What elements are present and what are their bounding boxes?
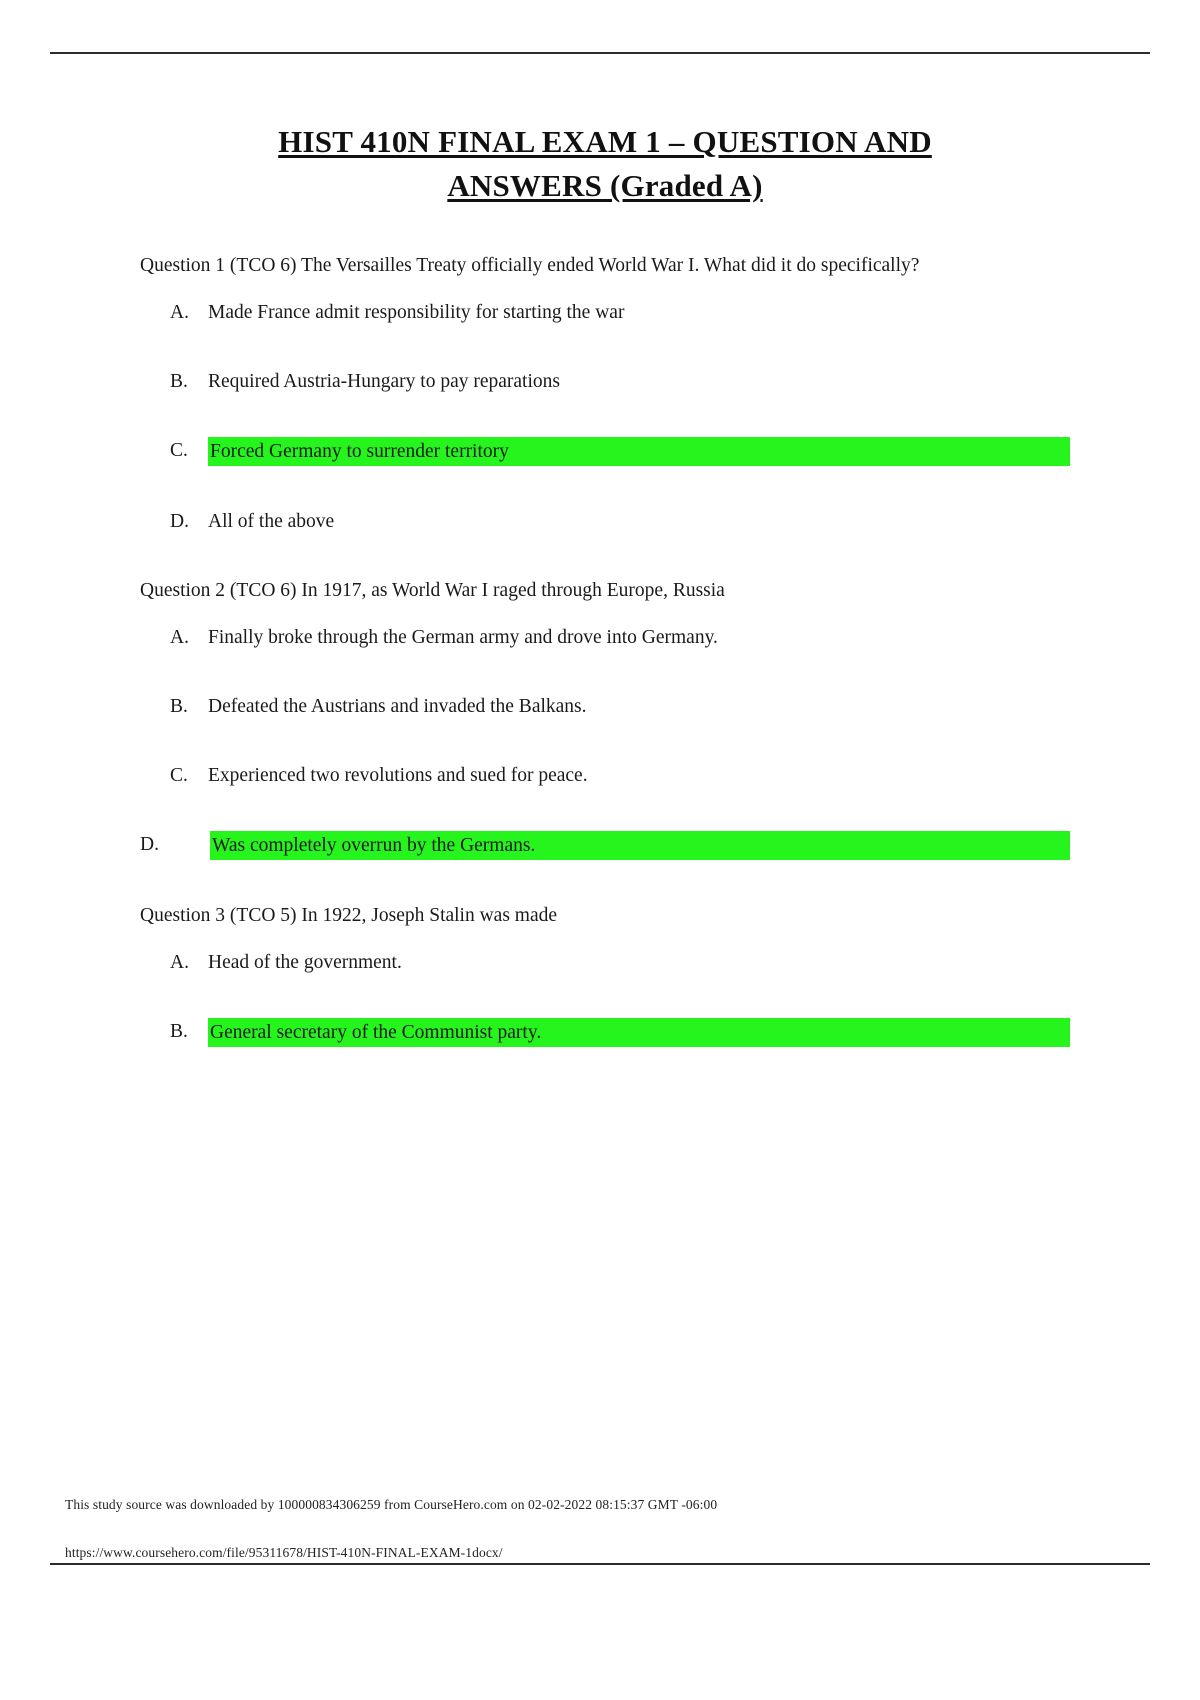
page-top-rule (50, 52, 1150, 54)
list-item[interactable] (140, 1018, 1070, 1047)
source-url[interactable]: https://www.coursehero.com/file/95311678/HIST-410N-FINAL-EXAM-1docx/ (65, 1545, 503, 1560)
list-item[interactable] (140, 437, 1070, 466)
option-text-highlighted: General secretary of the Communist party. (208, 1018, 1070, 1047)
option-letter: B. (170, 371, 188, 392)
list-item[interactable] (140, 762, 1070, 789)
option-text: Head of the government. (208, 952, 402, 973)
option-letter: B. (170, 696, 188, 717)
list-item[interactable] (140, 299, 1070, 326)
option-list (140, 299, 1070, 535)
option-text: Required Austria-Hungary to pay reparations (208, 371, 560, 392)
option-letter: C. (170, 765, 188, 786)
option-text: All of the above (208, 511, 335, 532)
page-title-line1: HIST 410N FINAL EXAM 1 – QUESTION AND (278, 124, 932, 159)
option-letter: D. (140, 834, 159, 855)
option-letter: D. (170, 511, 189, 532)
option-letter: B. (170, 1021, 188, 1042)
question-block-1 (140, 252, 1070, 535)
page-title (140, 120, 1070, 208)
option-text-highlighted: Was completely overrun by the Germans. (210, 831, 1070, 860)
list-item[interactable] (140, 624, 1070, 651)
option-text: Experienced two revolutions and sued for peace. (208, 765, 588, 786)
option-letter: A. (170, 302, 189, 323)
question-prompt: Question 3 (TCO 5) In 1922, Joseph Stalin was made (140, 905, 558, 926)
option-text: Finally broke through the German army and drove into Germany. (208, 627, 718, 648)
question-block-2 (140, 577, 1070, 860)
page-bottom-rule (50, 1563, 1150, 1565)
list-item[interactable] (140, 949, 1070, 976)
question-block-3 (140, 902, 1070, 1047)
list-item[interactable] (140, 831, 1070, 860)
option-list (140, 624, 1070, 860)
option-letter: A. (170, 627, 189, 648)
question-prompt: Question 2 (TCO 6) In 1917, as World War I raged through Europe, Russia (140, 580, 725, 601)
question-prompt: Question 1 (TCO 6) The Versailles Treaty officially ended World War I. What did it do specifically? (140, 255, 920, 276)
option-list (140, 949, 1070, 1047)
document-body (140, 120, 1070, 1089)
option-letter: A. (170, 952, 189, 973)
option-text: Made France admit responsibility for starting the war (208, 302, 625, 323)
list-item[interactable] (140, 508, 1070, 535)
download-notice: This study source was downloaded by 100000834306259 from CourseHero.com on 02-02-2022 08:15:37 GMT -06:00 (65, 1497, 718, 1512)
list-item[interactable] (140, 368, 1070, 395)
option-text: Defeated the Austrians and invaded the Balkans. (208, 696, 587, 717)
list-item[interactable] (140, 693, 1070, 720)
option-letter: C. (170, 440, 188, 461)
page-title-line2: ANSWERS (Graded A) (447, 168, 763, 203)
option-text-highlighted: Forced Germany to surrender territory (208, 437, 1070, 466)
